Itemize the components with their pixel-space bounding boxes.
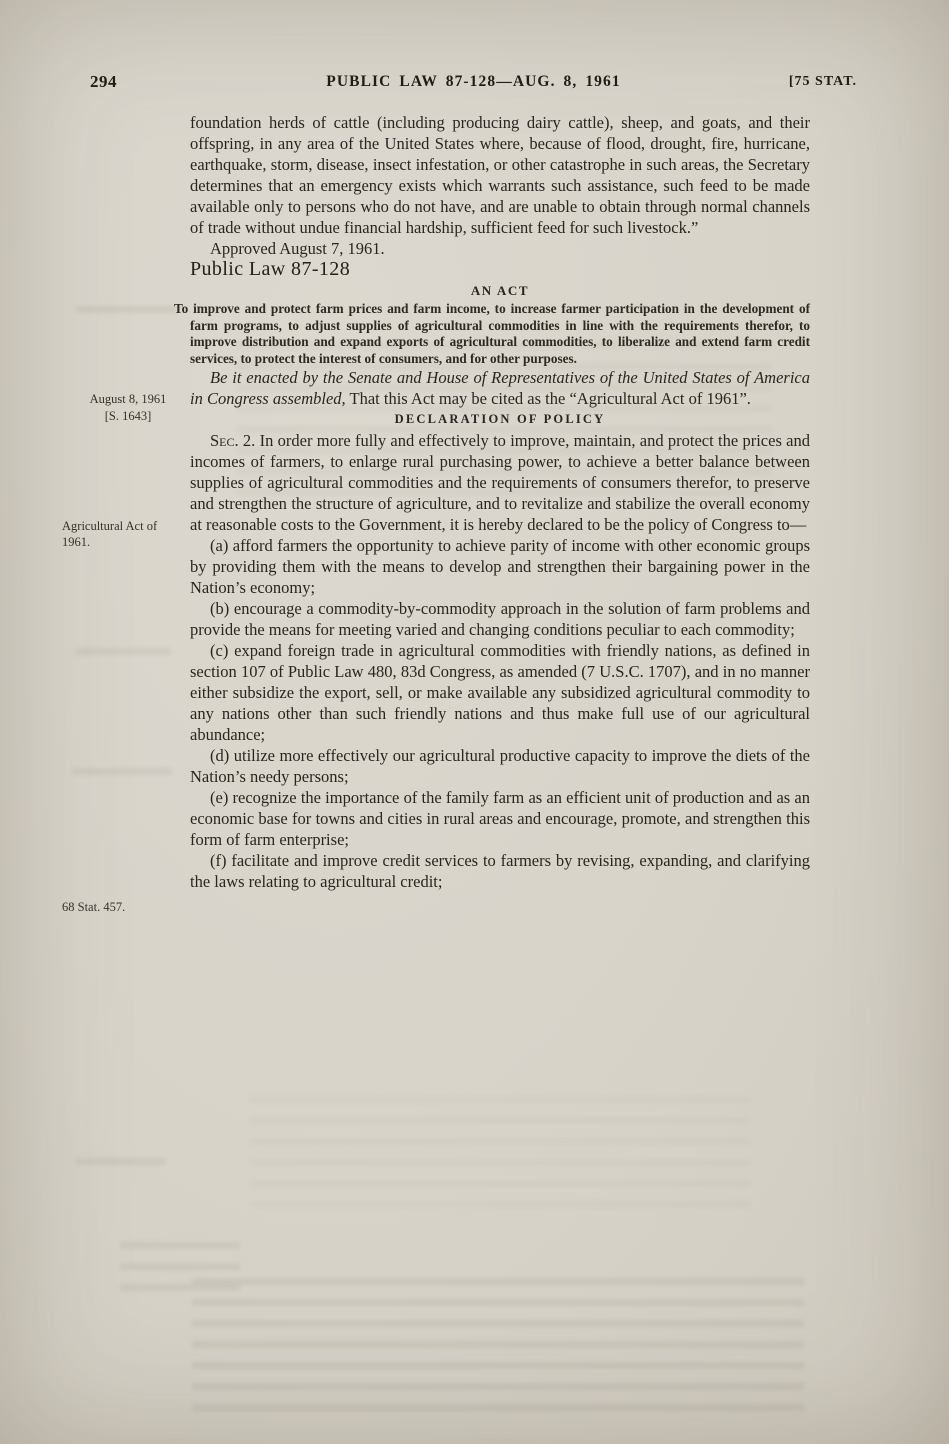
bleedthrough-smudge	[72, 762, 172, 775]
running-title: PUBLIC LAW 87-128—AUG. 8, 1961	[326, 73, 621, 90]
enacting-clause-roman: That this Act may be cited as the “Agricultural Act of 1961”.	[345, 389, 751, 409]
bleedthrough-smudge	[192, 1272, 804, 1424]
enacting-clause-italic: Be it enacted by the Senate and House of Representatives of the United States of America in Congress assembled,	[190, 368, 810, 409]
carryover-paragraph: foundation herds of cattle (including producing dairy cattle), sheep, and goats, and their offspring, in any area of the United States where, because of flood, drought, fire, hurricane, earthquake, storm, disease, insect infestation, or other catastrophe in such areas, the Secretary determines that an emergency exists which warrants such assistance, such feed to be made available only to persons who do not have, and are unable to obtain through normal channels of trade without undue financial hardship, sufficient feed for such livestock.”	[190, 113, 810, 237]
long-title: To improve and protect farm prices and farm income, to increase farmer participation in the development of farm programs, to adjust supplies of agricultural commodities in line with the requirements therefor, to improve distribution and expand exports of agricultural commodities, to liberalize and extend farm credit services, to protect the interest of consumers, and for other purposes.	[174, 301, 810, 366]
margin-note-enactment	[68, 392, 188, 424]
bleedthrough-smudge	[76, 1152, 166, 1165]
an-act-heading: AN ACT	[470, 283, 530, 298]
approval-line: Approved August 7, 1961.	[210, 239, 385, 258]
policy-item-c: (c) expand foreign trade in agricultural commodities with friendly nations, as defined in section 107 of Public Law 480, 83d Congress, as amended (7 U.S.C. 1707), and in no manner either subsidize the export, sell, or make available any subsidized agricultural commodity to any nations other than such friendly nations and thus make full use of our agricultural abundance;	[190, 641, 810, 745]
policy-item-b: (b) encourage a commodity-by-commodity approach in the solution of farm problems and provide the means for meeting varied and changing conditions peculiar to each commodity;	[190, 599, 810, 640]
bleedthrough-smudge	[76, 642, 170, 655]
margin-note-act-name: Agricultural Act of 1961.	[62, 519, 158, 549]
policy-item-e: (e) recognize the importance of the family farm as an efficient unit of production and as an economic base for towns and cities in rural areas and encourage, promote, and strengthen this form of farm enterprise;	[190, 788, 810, 850]
stat-reference: [75 STAT.	[788, 74, 857, 89]
policy-item-f: (f) facilitate and improve credit services to farmers by revising, expanding, and clarifying the laws relating to agricultural credit;	[190, 851, 810, 892]
law-number-heading: Public Law 87-128	[190, 258, 351, 280]
page-number: 294	[90, 72, 117, 91]
bill-number: [S. 1643]	[104, 408, 152, 423]
bleedthrough-smudge	[76, 300, 176, 314]
policy-item-a: (a) afford farmers the opportunity to achieve parity of income with other economic groups by providing them with the means to develop and strengthen their bargaining power in the Nation’s economy;	[190, 536, 810, 598]
text-column	[174, 112, 810, 892]
bleedthrough-smudge	[120, 1236, 240, 1292]
enacting-clause	[190, 367, 810, 409]
policy-item-d: (d) utilize more effectively our agricultural productive capacity to improve the diets of the Nation’s needy persons;	[190, 746, 810, 787]
section-2-paragraph	[190, 430, 810, 535]
bleedthrough-smudge	[250, 1090, 750, 1210]
running-head	[90, 72, 857, 94]
section-2-label: Sec. 2.	[210, 431, 256, 451]
section-2-text: In order more fully and effectively to improve, maintain, and protect the prices and incomes of farmers, to enlarge rural purchasing power, to achieve a better balance between supplies of agricultural commodities and the requirements of consumers therefor, to preserve and strengthen the structure of agriculture, and to revitalize and stabilize the overall economy at reasonable costs to the Government, it is hereby declared to be the policy of Congress to—	[190, 431, 810, 535]
margin-note-stat-cite: 68 Stat. 457.	[62, 900, 126, 914]
declaration-of-policy-heading: DECLARATION OF POLICY	[394, 412, 606, 427]
enactment-date: August 8, 1961	[89, 392, 167, 406]
